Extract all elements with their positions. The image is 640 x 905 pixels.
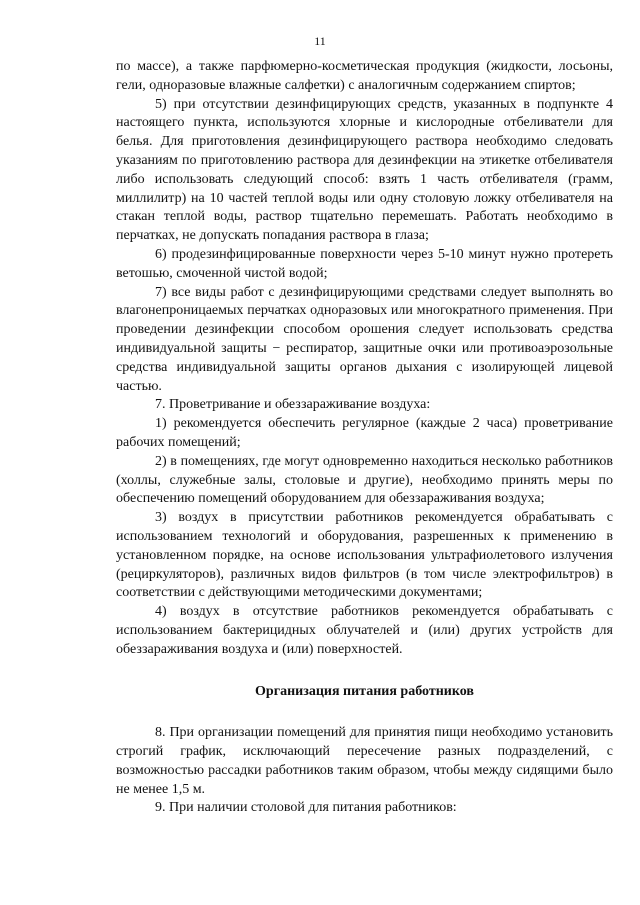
paragraph-subitem-2: 2) в помещениях, где могут одновременно находиться несколько работников (холлы, служебные залы, столовые и другие), необходимо принять меры по обеспечению помещений оборудованием для обеззараживания воздуха; bbox=[116, 453, 613, 507]
paragraph-section-7: 7. Проветривание и обеззараживание воздуха: bbox=[155, 397, 431, 413]
document-body bbox=[116, 58, 613, 818]
paragraph-section-8: 8. При организации помещений для принятия пищи необходимо установить строгий график, исключающий пересечение разных подразделений, с возможностью рассадки работников таким образом, чтобы между сидящими было не менее 1,5 м. bbox=[116, 725, 613, 797]
paragraph: по массе), а также парфюмерно-косметическая продукция (жидкости, лосьоны, гели, одноразовые влажные салфетки) с аналогичным содержанием спиртов; bbox=[116, 59, 613, 93]
paragraph-subitem-3: 3) воздух в присутствии работников рекомендуется обрабатывать с использованием технологий и оборудования, разрешенных к применению в установленном порядке, на основе использования ультрафиолетового излучения (рециркуляторов), различных видов фильтров (в том числе электрофильтров) в соответствии с действующими методическими документами; bbox=[116, 510, 613, 601]
paragraph-subitem-1: 1) рекомендуется обеспечить регулярное (каждые 2 часа) проветривание рабочих помещений; bbox=[116, 416, 613, 450]
paragraph-item-7: 7) все виды работ с дезинфицирующими средствами следует выполнять во влагонепроницаемых перчатках одноразовых или многократного применения. При проведении дезинфекции способом орошения следует использовать средства индивидуальной защиты − респиратор, защитные очки или противоаэрозольные средства индивидуальной защиты органов дыхания с изолирующей лицевой частью. bbox=[116, 284, 613, 394]
section-heading: Организация питания работников bbox=[255, 683, 474, 699]
paragraph-section-9: 9. При наличии столовой для питания работников: bbox=[155, 800, 457, 816]
paragraph-item-6: 6) продезинфицированные поверхности через 5-10 минут нужно протереть ветошью, смоченной чистой водой; bbox=[116, 246, 613, 281]
paragraph-subitem-4: 4) воздух в отсутствие работников рекомендуется обрабатывать с использованием бактерицидных облучателей и (или) других устройств для обеззараживания воздуха и (или) поверхностей. bbox=[116, 604, 613, 657]
paragraph-item-5: 5) при отсутствии дезинфицирующих средств, указанных в подпункте 4 настоящего пункта, используются хлорные и кислородные отбеливатели для белья. Для приготовления дезинфицирующего раствора необходимо следовать указаниям по приготовлению раствора для дезинфекции на этикетке отбеливателя либо использовать следующий способ: взять 1 часть отбеливателя (грамм, миллилитр) на 10 частей теплой воды или одну столовую ложку отбеливателя на стакан теплой воды, раствор тщательно перемешать. Работать необходимо в перчатках, не допускать попадания раствора в глаза; bbox=[116, 96, 613, 244]
page-number: 11 bbox=[314, 34, 326, 48]
